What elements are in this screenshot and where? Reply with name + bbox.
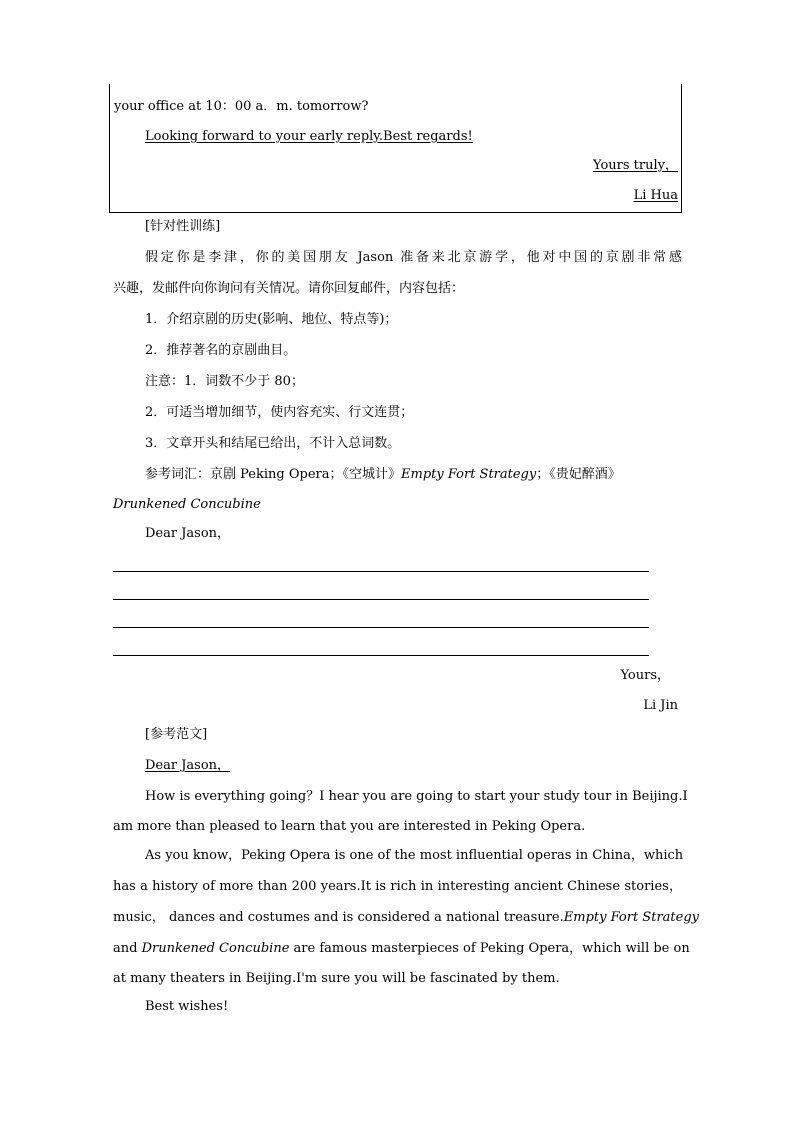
prev-letter-line: your office at 10：00 a．m. tomorrow?	[114, 99, 369, 114]
exercise-closing: Yours，	[620, 668, 670, 683]
exercise-prompt: 兴趣，发邮件向你询问有关情况。请你回复邮件，内容包括：	[113, 281, 465, 296]
sample-text: are famous masterpieces of Peking Opera，which will be on	[289, 941, 690, 956]
exercise-heading: [针对性训练]	[145, 219, 221, 234]
sample-paragraph-line	[113, 908, 699, 928]
sample-sign-off: Best wishes!	[145, 999, 229, 1014]
sample-text: and	[113, 941, 142, 956]
writing-line	[113, 571, 649, 572]
vocab-text: ；《贵妃醉酒》	[536, 467, 621, 482]
vocab-term: Drunkened Concubine	[113, 497, 261, 512]
sample-paragraph-line	[113, 939, 690, 959]
exercise-vocab	[145, 465, 621, 485]
previous-letter-box	[109, 84, 682, 213]
sample-greeting: Dear Jason，	[145, 758, 231, 773]
exercise-item: 2．推荐著名的京剧曲目。	[145, 343, 297, 358]
exercise-note: 3．文章开头和结尾已给出，不计入总词数。	[145, 436, 401, 451]
sample-text: music， dances and costumes and is considered a national treasure.	[113, 910, 564, 925]
exercise-prompt: 假定你是李津，你的美国朋友 Jason 准备来北京游学，他对中国的京剧非常感	[145, 250, 682, 265]
writing-line	[113, 655, 649, 656]
prev-letter-line: Looking forward to your early reply.Best regards!	[145, 129, 473, 144]
exercise-signature: Li Jin	[643, 698, 678, 713]
prev-letter-closing: Yours truly，	[593, 158, 678, 173]
sample-paragraph-line: As you know，Peking Opera is one of the most influential operas in China，which	[145, 848, 684, 863]
exercise-note: 2．可适当增加细节，使内容充实、行文连贯；	[145, 405, 414, 420]
vocab-term: Empty Fort Strategy	[401, 467, 537, 482]
sample-heading: [参考范文]	[145, 727, 208, 742]
sample-paragraph-line: How is everything going？I hear you are going to start your study tour in Beijing.I	[145, 789, 688, 804]
prev-letter-signature: Li Hua	[633, 188, 678, 203]
sample-paragraph-line: at many theaters in Beijing.I'm sure you will be fascinated by them.	[113, 971, 560, 986]
vocab-text: 参考词汇：京剧 Peking Opera；《空城计》	[145, 467, 401, 482]
exercise-note: 注意：1．词数不少于 80；	[145, 374, 304, 389]
exercise-greeting: Dear Jason，	[145, 526, 231, 541]
writing-line	[113, 599, 649, 600]
sample-paragraph-line: am more than pleased to learn that you are interested in Peking Opera.	[113, 819, 586, 834]
opera-title: Empty Fort Strategy	[563, 910, 699, 925]
opera-title: Drunkened Concubine	[141, 941, 290, 956]
writing-line	[113, 627, 649, 628]
sample-paragraph-line: has a history of more than 200 years.It is rich in interesting ancient Chinese stories，	[113, 879, 683, 894]
exercise-item: 1．介绍京剧的历史(影响、地位、特点等)；	[145, 312, 398, 327]
